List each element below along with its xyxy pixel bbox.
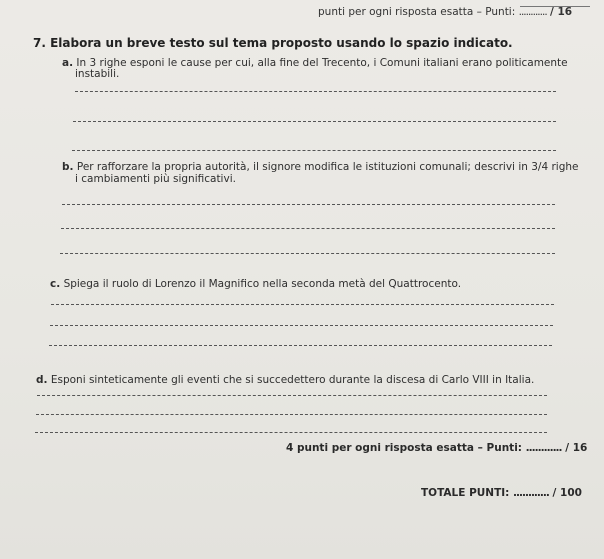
answer-line-d3[interactable] — [35, 432, 547, 433]
total-score — [421, 487, 582, 499]
question-a-text-line2: instabili. — [75, 68, 120, 80]
question-c-letter: c. — [50, 278, 61, 290]
exercise-number: 7. — [33, 36, 46, 50]
question-d-text: Esponi sinteticamente gli eventi che si succedettero durante la discesa di Carlo VIII in Italia. — [50, 374, 535, 386]
previous-score-total: / 16 — [550, 6, 573, 18]
question-d-letter: d. — [36, 374, 48, 386]
exercise-instruction: Elabora un breve testo sul tema proposto usando lo spazio indicato. — [50, 36, 513, 50]
question-b-text-line1: Per rafforzare la propria autorità, il signore modifica le istituzioni comunali; descrivi in 3/4 righe — [76, 161, 579, 173]
section-score — [286, 442, 587, 454]
exercise-heading — [33, 36, 513, 50]
answer-line-b3[interactable] — [60, 253, 555, 254]
answer-line-c3[interactable] — [49, 345, 552, 346]
previous-section-score — [318, 6, 572, 18]
section-score-total: / 16 — [565, 442, 588, 454]
answer-line-a2[interactable] — [73, 121, 556, 122]
answer-line-a1[interactable] — [75, 91, 556, 92]
question-a — [62, 57, 568, 69]
total-score-total: / 100 — [552, 487, 582, 499]
question-c-text: Spiega il ruolo di Lorenzo il Magnifico nella seconda metà del Quattrocento. — [63, 278, 462, 290]
answer-line-a3[interactable] — [72, 150, 556, 151]
answer-line-b1[interactable] — [62, 204, 555, 205]
question-d — [36, 374, 534, 386]
total-score-label: TOTALE PUNTI: — [421, 487, 510, 499]
answer-line-c2[interactable] — [50, 325, 553, 326]
question-b-letter: b. — [62, 161, 74, 173]
answer-line-d1[interactable] — [37, 395, 547, 396]
section-score-blank[interactable]: ............ — [525, 442, 562, 454]
previous-score-blank[interactable]: ............ — [518, 6, 547, 18]
question-b — [62, 161, 578, 173]
question-b-text-line2: i cambiamenti più significativi. — [75, 173, 236, 185]
previous-score-label: punti per ogni risposta esatta – Punti: — [318, 6, 516, 18]
answer-line-d2[interactable] — [36, 414, 547, 415]
question-a-text-line1: In 3 righe esponi le cause per cui, alla fine del Trecento, i Comuni italiani erano politicamente — [76, 57, 568, 69]
section-score-label: 4 punti per ogni risposta esatta – Punti: — [286, 442, 523, 454]
question-c — [50, 278, 461, 290]
question-a-letter: a. — [62, 57, 74, 69]
answer-line-b2[interactable] — [61, 228, 555, 229]
answer-line-c1[interactable] — [51, 304, 554, 305]
total-score-blank[interactable]: ............ — [513, 487, 549, 499]
